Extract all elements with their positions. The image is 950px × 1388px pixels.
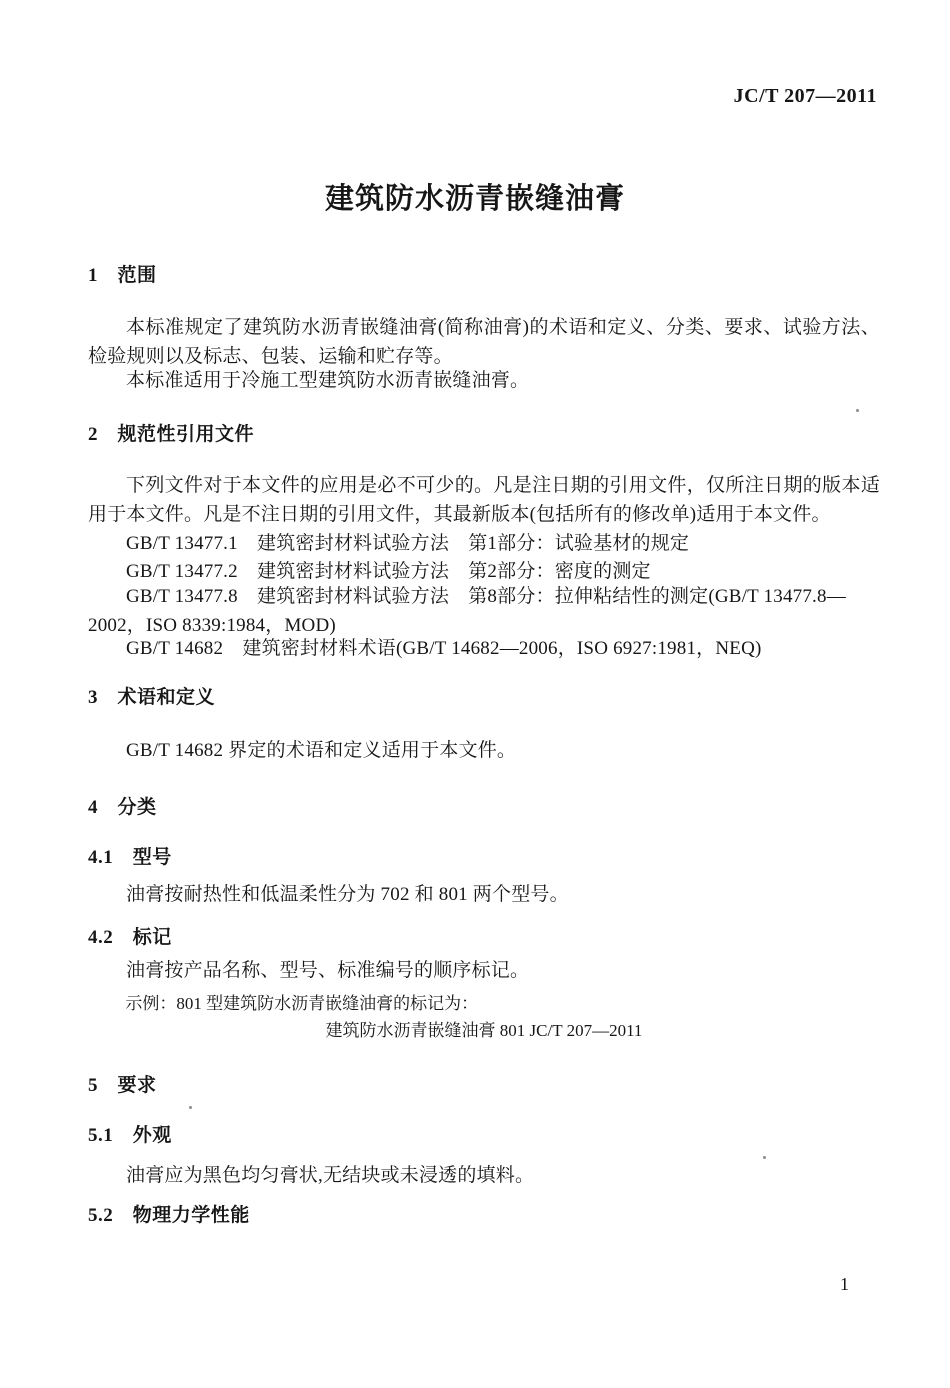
section-1-paragraph-1: 本标准规定了建筑防水沥青嵌缝油膏(简称油膏)的术语和定义、分类、要求、试验方法、检验规则以及标志、包装、运输和贮存等。	[88, 317, 880, 367]
document-body	[88, 0, 880, 1388]
section-4-1-paragraph-1: 油膏按耐热性和低温柔性分为 702 和 801 两个型号。	[126, 884, 569, 905]
section-2-heading: 2 规范性引用文件	[88, 424, 255, 445]
section-4-1-heading: 4.1 型号	[88, 847, 172, 868]
section-1-paragraph-2: 本标准适用于冷施工型建筑防水沥青嵌缝油膏。	[126, 370, 530, 391]
section-4-2-heading: 4.2 标记	[88, 927, 172, 948]
section-4-2-paragraph-1: 油膏按产品名称、型号、标准编号的顺序标记。	[126, 960, 530, 981]
section-5-1-paragraph-1: 油膏应为黑色均匀膏状,无结块或未浸透的填料。	[126, 1165, 535, 1186]
page-number: 1	[840, 1274, 849, 1294]
section-5-2-heading: 5.2 物理力学性能	[88, 1205, 250, 1226]
normative-reference-2: GB/T 13477.2 建筑密封材料试验方法 第2部分：密度的测定	[126, 561, 651, 582]
section-3-heading: 3 术语和定义	[88, 687, 216, 708]
normative-reference-1: GB/T 13477.1 建筑密封材料试验方法 第1部分：试验基材的规定	[126, 533, 690, 554]
section-5-1-heading: 5.1 外观	[88, 1125, 172, 1146]
section-5-heading: 5 要求	[88, 1075, 157, 1096]
scan-speck	[189, 1106, 192, 1109]
section-1-heading: 1 范围	[88, 265, 157, 286]
example-designation: 建筑防水沥青嵌缝油膏 801 JC/T 207—2011	[325, 1021, 643, 1040]
normative-reference-4: GB/T 14682 建筑密封材料术语(GB/T 14682—2006，ISO 6927:1981，NEQ)	[126, 638, 762, 659]
section-3-paragraph-1: GB/T 14682 界定的术语和定义适用于本文件。	[126, 740, 517, 761]
scan-speck	[763, 1156, 766, 1159]
standard-code: JC/T 207—2011	[733, 85, 877, 107]
scan-speck	[856, 409, 859, 412]
document-title: 建筑防水沥青嵌缝油膏	[324, 183, 625, 215]
section-2-paragraph-1: 下列文件对于本文件的应用是必不可少的。凡是注日期的引用文件，仅所注日期的版本适用于本文件。凡是不注日期的引用文件，其最新版本(包括所有的修改单)适用于本文件。	[88, 475, 880, 525]
normative-reference-3: GB/T 13477.8 建筑密封材料试验方法 第8部分：拉伸粘结性的测定(GB/T 13477.8—2002，ISO 8339:1984，MOD)	[88, 586, 846, 636]
example-label: 示例：801 型建筑防水沥青嵌缝油膏的标记为：	[125, 994, 479, 1013]
section-4-heading: 4 分类	[88, 797, 157, 818]
